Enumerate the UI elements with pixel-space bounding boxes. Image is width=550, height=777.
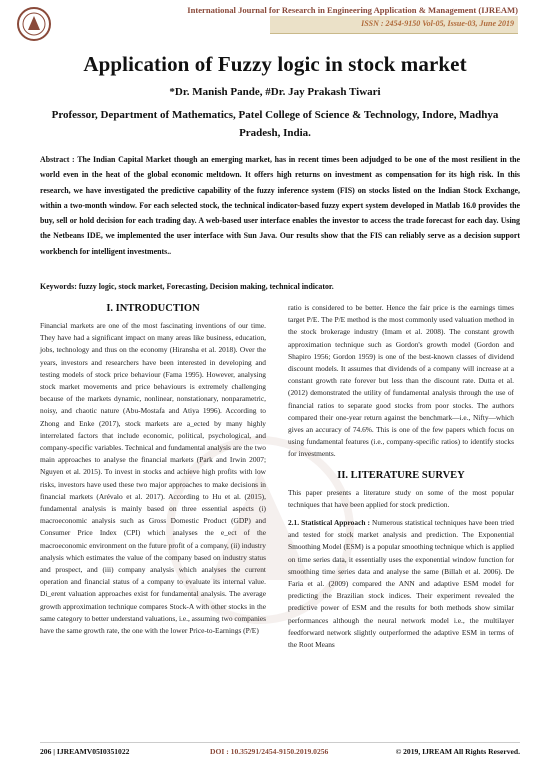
survey-intro-text: This paper presents a literature study on some of the most popular techniques that have been applied for stock prediction.: [288, 487, 514, 509]
right-column: [288, 302, 514, 651]
footer-doi: DOI : 10.35291/2454-9150.2019.0256: [210, 747, 329, 756]
statistical-approach-paragraph: [288, 517, 514, 651]
paper-title: Application of Fuzzy logic in stock market: [83, 52, 467, 76]
section-heading-introduction: I. INTRODUCTION: [106, 303, 200, 314]
left-column: [40, 303, 266, 637]
introduction-continued-text: ratio is considered to be better. Hence the fair price is the earnings times target P/E. The P/E method is the most commonly used valuation method in the stock brokerage industry (Imam et al. 2008). The constant growth approximation technique such as Gordon's growth model (Gordon and Shapiro 1956; Gordon 1959) is one of the best-known classes of dividend discount models. It assumes that dividends of a company will increase at a constant growth rate forever but less than the discount rate. Dutta et al. (2012) demonstrated the utility of fundamental analysis through the use of financial ratios to separate good stocks from poor stocks. The authors compared their one-year return against the benchmark—i.e., Nifty—which gives an accuracy of 74.6%. This is one of the few papers which focus on using fundamental features (i.e., company-specific ratios) to identify stocks for investments.: [288, 303, 514, 459]
statistical-approach-heading: 2.1. Statistical Approach :: [288, 518, 370, 528]
issn-bar: [270, 16, 518, 34]
section-heading-literature-survey: II. LITERATURE SURVEY: [337, 469, 465, 481]
footer-copyright: © 2019, IJREAM All Rights Reserved.: [395, 747, 520, 756]
journal-header: [0, 0, 550, 50]
issn-volume-info: ISSN : 2454-9150 Vol-05, Issue-03, June 2019: [361, 19, 514, 28]
journal-logo-icon: [16, 6, 52, 42]
introduction-text: Financial markets are one of the most fascinating inventions of our time. They have had a significant impact on many areas like business, education, jobs, technology and thus on the economy (Hiransha et al. 2018). Over the years, investors and researchers have been interested in developing and testing models of stock price behaviour (Fama 1995). However, analysing stock market movements and price behaviours is extremely challenging because of the markets dynamic, nonlinear, nonstationary, nonparametric, noisy, and chaotic nature (Abu-Mostafa and Atiya 1996). According to Zhong and Enke (2017), stock markets are a_ected by many highly interrelated factors that include economic, political, psychological, and company-specific variables. Technical and fundamental analysis are the two main approaches to analyse the financial markets (Park and Irwin 2007; Nguyen et al. 2015). To invest in stocks and achieve high profits with low risks, investors have used these two major approaches to make decisions in financial markets (Arévalo et al. 2017). According to Hu et al. (2015), fundamental analysis is mainly based on three essential aspects (i) macroeconomic analysis such as Gross Domestic Product (GDP) and Consumer Price Index (CPI) which analyses the e_ect of the macroeconomic environment on the future profit of a company, (ii) industry analysis which estimates the value of the company based on industry status and prospect, and (iii) company analysis which analyses the current operation and financial status of a company to evaluate its internal value. Di_erent valuation approaches exist for fundamental analysis. The average growth approximation technique compares Stock-A with other stocks in the same category to better understand valuations, i.e., assuming two companies have the same growth rate, the one with the lower Price-to-Earnings (P/E): [40, 321, 266, 636]
page-footer: [40, 742, 520, 759]
footer-page-id: 206 | IJREAMV05I0351022: [40, 747, 130, 756]
paper-authors: *Dr. Manish Pande, #Dr. Jay Prakash Tiwari: [169, 86, 381, 98]
author-affiliation: Professor, Department of Mathematics, Patel College of Science & Technology, Indore, Madhya Pradesh, India.: [51, 109, 499, 139]
statistical-approach-text: Numerous statistical techniques have been tried and tested for stock market analysis and prediction. The Exponential Smoothing Model (ESM) is a popular smoothing technique which is applied on time series data, it essentially uses the exponential window function for smoothing time series data and analyse the same (Billah et al. 2006). De Faria et al. (2009) compared the ANN and adaptive ESM model for predicting the Brazilian stock indices. Their experiment revealed the predictive power of ESM and the results for both methods show similar performances although the neural network model i.e., the multilayer feedforward network slightly outperformed the adaptive ESM in terms of the Root Means: [288, 518, 514, 650]
abstract: Abstract : The Indian Capital Market though an emerging market, has in recent times been adjudged to be one of the most resilient in the world even in the heat of the global economic meltdown. It offers high returns on investment as compensation for its high risk. In this research, we have investigated the predictive capability of the fuzzy inference system (FIS) on stocks listed on the Indian Stock Exchange, within a two-month window. For each selected stock, the technical indicator-based fuzzy expert system developed in Matlab 16.0 provides the buy, sell or hold decision for each trading day. A web-based user interface enables the investor to access the trade forecast for each day. Using the Netbeans IDE, we implemented the user interface with Sun Java. Our results show that the FIS can reliably serve as a decision support workbench for intelligent investments..: [40, 155, 520, 256]
journal-name: International Journal for Research in Engineering Application & Management (IJREAM): [187, 5, 518, 15]
keywords: Keywords: fuzzy logic, stock market, Forecasting, Decision making, technical indicator.: [40, 282, 334, 291]
